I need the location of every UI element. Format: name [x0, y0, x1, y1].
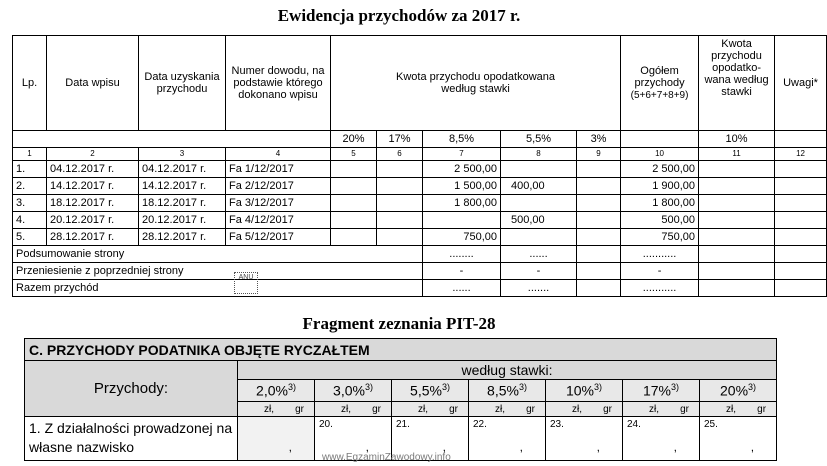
col-num: 6 [377, 148, 423, 161]
gr-label: gr [757, 403, 767, 415]
watermark: www.EgzaminZawodowy.info [322, 452, 451, 463]
section-title: C. PRZYCHODY PODATNIKA OBJĘTE RYCZAŁTEM [25, 339, 777, 361]
row-label-dzialalnosc: 1. Z działalności prowadzonej na własne nazwisko [25, 417, 238, 461]
decimal-comma: , [442, 440, 446, 454]
header-kwota-przychodu: Kwota przychodu opodatkowana według stawki [331, 36, 621, 131]
col-num: 7 [423, 148, 501, 161]
cell-data-uzyskania: 14.12.2017 r. [139, 178, 226, 195]
summary-v85: ........ [423, 246, 501, 263]
carryover-v10 [699, 263, 775, 280]
cell-lp: 5. [13, 229, 47, 246]
zl-label: zł, [341, 403, 351, 415]
table-row [13, 195, 827, 212]
cell-v20 [331, 229, 377, 246]
cell-v85: 1 500,00 [423, 178, 501, 195]
table-row [13, 212, 827, 229]
header-data-uzyskania: Data uzyskania przychodu [139, 36, 226, 131]
total-label: Razem przychód [13, 280, 423, 297]
cell-v10 [699, 178, 775, 195]
cell-v3 [577, 161, 621, 178]
pit-rate-value: 8,5% [487, 382, 519, 399]
col-num: 4 [226, 148, 331, 161]
gr-label: gr [526, 403, 535, 415]
cell-v10 [699, 212, 775, 229]
decimal-comma: , [596, 440, 600, 454]
col-num: 10 [621, 148, 699, 161]
rate-17: 17% [377, 131, 423, 148]
cell-data-wpisu: 18.12.2017 r. [47, 195, 139, 212]
rate-spacer [13, 131, 331, 148]
revenue-ledger-table [12, 35, 827, 297]
col-num: 8 [501, 148, 577, 161]
cell-uwagi [775, 212, 827, 229]
zl-gr-header [546, 402, 623, 417]
field-number: 22. [473, 419, 487, 430]
header-data-wpisu: Data wpisu [47, 36, 139, 131]
zl-gr-header [392, 402, 469, 417]
field-number: 24. [627, 419, 641, 430]
fragment-title: Fragment zeznania PIT-28 [302, 314, 496, 333]
header-ogolem-label: Ogółem przychody [634, 64, 685, 89]
cell-dowod: Fa 5/12/2017 [226, 229, 331, 246]
col-num: 12 [775, 148, 827, 161]
cell-ogolem: 1 900,00 [621, 178, 699, 195]
carryover-v85: - [423, 263, 501, 280]
carryover-ogolem: - [621, 263, 699, 280]
rate-3: 3% [577, 131, 621, 148]
pit-amount-field[interactable] [238, 417, 315, 461]
cell-v17 [377, 195, 423, 212]
pit-rate-header [700, 380, 777, 402]
footnote-marker: 3) [441, 382, 450, 393]
rate-10: 10% [699, 131, 775, 148]
header-uwagi: Uwagi* [775, 36, 827, 131]
summary-label: Podsumowanie strony [13, 246, 423, 263]
field-number: 25. [704, 419, 718, 430]
zl-label: zł, [264, 403, 274, 415]
pit-rate-header [623, 380, 700, 402]
pit-rate-value: 20% [720, 382, 749, 399]
pit-rate-value: 10% [565, 382, 594, 399]
cell-dowod: Fa 3/12/2017 [226, 195, 331, 212]
stamp-image: ANU [234, 272, 258, 294]
pit-amount-field[interactable] [623, 417, 700, 461]
cell-dowod: Fa 4/12/2017 [226, 212, 331, 229]
zl-label: zł, [649, 403, 659, 415]
header-lp: Lp. [13, 36, 47, 131]
pit-rate-header [238, 380, 315, 402]
header-numer-dowodu: Numer dowodu, na podstawie którego dokonano wpisu [226, 36, 331, 131]
zl-label: zł, [418, 403, 428, 415]
cell-uwagi [775, 229, 827, 246]
pit-amount-field[interactable] [546, 417, 623, 461]
col-num: 9 [577, 148, 621, 161]
summary-v10 [699, 246, 775, 263]
total-v85: ...... [423, 280, 501, 297]
gr-label: gr [680, 403, 689, 415]
cell-lp: 1. [13, 161, 47, 178]
cell-v10 [699, 161, 775, 178]
cell-v20 [331, 178, 377, 195]
footnote-marker: 3) [364, 382, 373, 393]
cell-data-wpisu: 28.12.2017 r. [47, 229, 139, 246]
cell-v85: 750,00 [423, 229, 501, 246]
gr-label: gr [449, 403, 458, 415]
cell-v3 [577, 229, 621, 246]
cell-v20 [331, 195, 377, 212]
cell-lp: 2. [13, 178, 47, 195]
summary-uwagi [775, 246, 827, 263]
carryover-v55: - [501, 263, 577, 280]
rate-5-5: 5,5% [501, 131, 577, 148]
pit-rate-header [546, 380, 623, 402]
cell-uwagi [775, 195, 827, 212]
cell-v85 [423, 212, 501, 229]
cell-data-uzyskania: 04.12.2017 r. [139, 161, 226, 178]
cell-uwagi [775, 161, 827, 178]
decimal-comma: , [365, 440, 369, 454]
footnote-marker: 3) [287, 382, 296, 393]
rate-8-5: 8,5% [423, 131, 501, 148]
gr-label: gr [295, 403, 304, 415]
cell-v55: 400,00 [501, 178, 577, 195]
rate-spacer-2 [621, 131, 699, 148]
table-row [13, 229, 827, 246]
zl-label: zł, [572, 403, 582, 415]
carryover-uwagi [775, 263, 827, 280]
cell-v17 [377, 212, 423, 229]
decimal-comma: , [519, 440, 523, 454]
rate-20: 20% [331, 131, 377, 148]
cell-ogolem: 1 800,00 [621, 195, 699, 212]
cell-v10 [699, 195, 775, 212]
cell-data-wpisu: 04.12.2017 r. [47, 161, 139, 178]
gr-label: gr [603, 403, 612, 415]
zl-gr-header [315, 402, 392, 417]
field-number: 23. [550, 419, 564, 430]
pit-rate-value: 2,0% [256, 382, 288, 399]
pit-rate-value: 5,5% [410, 382, 442, 399]
total-v10 [699, 280, 775, 297]
cell-data-uzyskania: 28.12.2017 r. [139, 229, 226, 246]
cell-v55: 500,00 [501, 212, 577, 229]
pit-rate-value: 17% [642, 382, 671, 399]
header-ogolem-formula: (5+6+7+8+9) [630, 89, 689, 101]
cell-v85: 2 500,00 [423, 161, 501, 178]
cell-v3 [577, 195, 621, 212]
footnote-marker: 3) [594, 382, 603, 393]
pit-rate-header [469, 380, 546, 402]
zl-gr-header [238, 402, 315, 417]
gr-label: gr [372, 403, 381, 415]
field-number: 21. [396, 419, 410, 430]
footnote-marker: 3) [518, 382, 527, 393]
page-title: Ewidencja przychodów za 2017 r. [277, 6, 521, 25]
cell-v20 [331, 161, 377, 178]
cell-v55 [501, 195, 577, 212]
cell-v55 [501, 229, 577, 246]
field-number: 20. [319, 419, 333, 430]
cell-dowod: Fa 1/12/2017 [226, 161, 331, 178]
footnote-marker: 3) [748, 382, 757, 393]
cell-v17 [377, 161, 423, 178]
zl-gr-header [700, 402, 777, 417]
cell-data-wpisu: 20.12.2017 r. [47, 212, 139, 229]
col-num: 5 [331, 148, 377, 161]
cell-v3 [577, 212, 621, 229]
col-num: 1 [13, 148, 47, 161]
przychody-label: Przychody: [25, 361, 238, 417]
zl-gr-header [469, 402, 546, 417]
decimal-comma: , [750, 440, 755, 454]
cell-data-uzyskania: 18.12.2017 r. [139, 195, 226, 212]
cell-v17 [377, 229, 423, 246]
decimal-comma: , [288, 440, 292, 454]
cell-ogolem: 2 500,00 [621, 161, 699, 178]
cell-data-wpisu: 14.12.2017 r. [47, 178, 139, 195]
zl-label: zł, [726, 403, 736, 415]
rate-spacer-3 [775, 131, 827, 148]
summary-v3 [577, 246, 621, 263]
pit-rate-header [392, 380, 469, 402]
total-uwagi [775, 280, 827, 297]
summary-ogolem: ........... [621, 246, 699, 263]
col-num: 3 [139, 148, 226, 161]
table-row [13, 178, 827, 195]
decimal-comma: , [673, 440, 677, 454]
cell-v85: 1 800,00 [423, 195, 501, 212]
cell-v20 [331, 212, 377, 229]
cell-uwagi [775, 178, 827, 195]
pit-rate-value: 3,0% [333, 382, 365, 399]
total-ogolem: ........... [621, 280, 699, 297]
wedlug-stawki-label: według stawki: [238, 361, 777, 380]
pit-amount-field[interactable] [469, 417, 546, 461]
carryover-label: Przeniesienie z poprzedniej strony [13, 263, 423, 280]
footnote-marker: 3) [671, 382, 680, 393]
summary-v55: ...... [501, 246, 577, 263]
cell-v3 [577, 178, 621, 195]
header-kwota-10: Kwota przychodu opodatko-wana według stawki [699, 36, 775, 131]
cell-lp: 4. [13, 212, 47, 229]
cell-data-uzyskania: 20.12.2017 r. [139, 212, 226, 229]
cell-ogolem: 750,00 [621, 229, 699, 246]
cell-lp: 3. [13, 195, 47, 212]
header-ogolem [621, 36, 699, 131]
cell-v55 [501, 161, 577, 178]
carryover-v3 [577, 263, 621, 280]
pit28-fragment-table [24, 338, 777, 461]
cell-ogolem: 500,00 [621, 212, 699, 229]
zl-label: zł, [495, 403, 505, 415]
col-num: 2 [47, 148, 139, 161]
pit-amount-field[interactable] [700, 417, 777, 461]
table-row [13, 161, 827, 178]
total-v55: ....... [501, 280, 577, 297]
zl-gr-header [623, 402, 700, 417]
cell-dowod: Fa 2/12/2017 [226, 178, 331, 195]
cell-v17 [377, 178, 423, 195]
pit-rate-header [315, 380, 392, 402]
total-v3 [577, 280, 621, 297]
cell-v10 [699, 229, 775, 246]
col-num: 11 [699, 148, 775, 161]
